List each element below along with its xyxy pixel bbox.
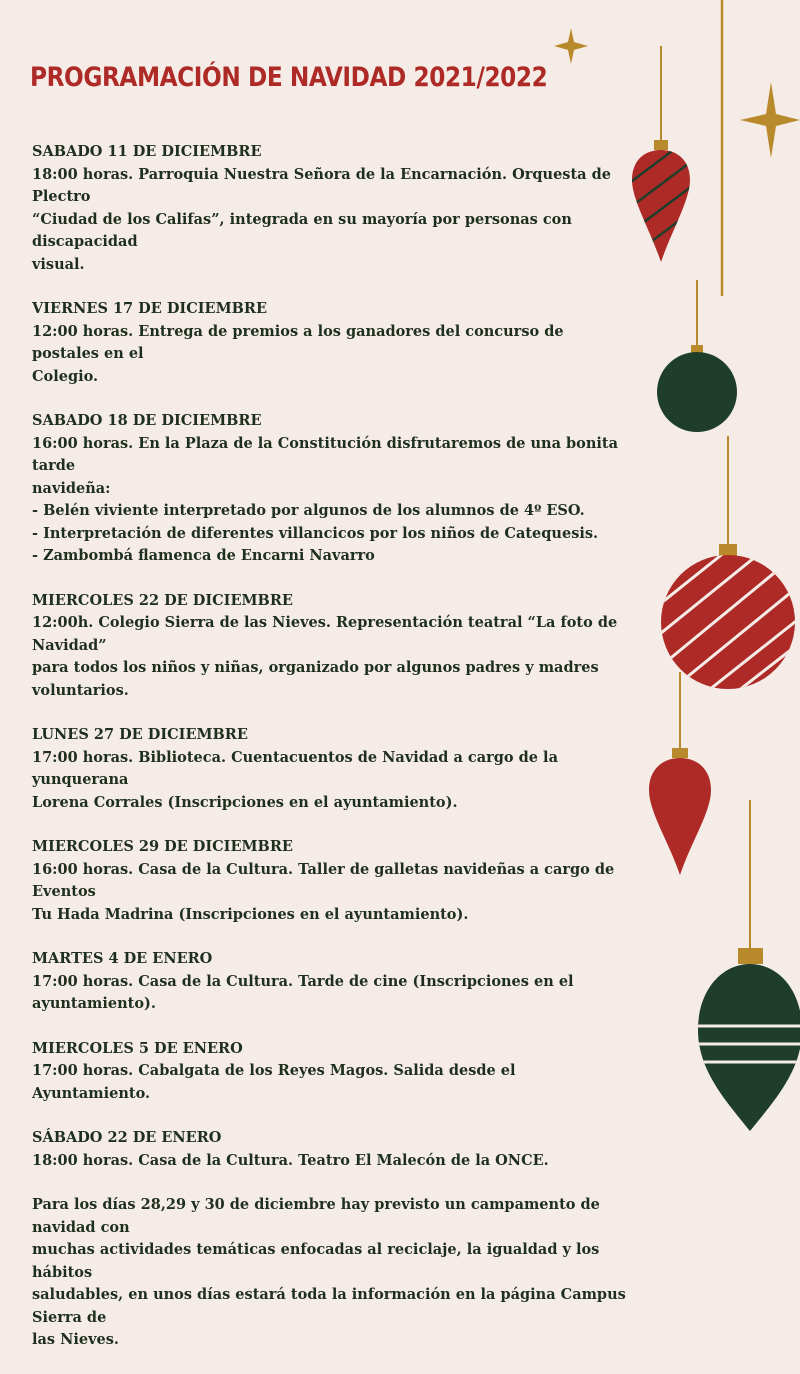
- event-item: [32, 410, 632, 568]
- event-date: SABADO 18 DE DICIEMBRE: [32, 412, 262, 429]
- event-description: para todos los niños y niñas, organizado por algunos padres y madres voluntarios.: [32, 659, 599, 699]
- event-date: MARTES 4 DE ENERO: [32, 950, 213, 967]
- event-date: SABADO 11 DE DICIEMBRE: [32, 143, 262, 160]
- campus-note: [32, 1194, 632, 1352]
- event-description: - Zambombá flamenca de Encarni Navarro: [32, 547, 375, 564]
- event-description: 16:00 horas. Casa de la Cultura. Taller de galletas navideñas a cargo de Eventos: [32, 860, 615, 900]
- event-description: 18:00 horas. Casa de la Cultura. Teatro El Malecón de la ONCE.: [32, 1151, 549, 1169]
- event-item: [32, 948, 632, 1016]
- event-list: [32, 141, 632, 1374]
- event-description: Colegio.: [32, 367, 99, 385]
- event-item: [32, 836, 632, 926]
- event-date: MIERCOLES 22 DE DICIEMBRE: [32, 591, 293, 609]
- event-description: navideña:: [32, 479, 111, 497]
- event-description: - Belén viviente interpretado por algunos de los alumnos de 4º ESO.: [32, 502, 585, 519]
- star-icon-large: [740, 82, 800, 158]
- event-description: 12:00 horas. Entrega de premios a los ganadores del concurso de postales en el: [32, 322, 564, 362]
- red-teardrop-ornament-icon: [620, 46, 700, 265]
- page-title: PROGRAMACIÓN DE NAVIDAD 2021/2022: [30, 62, 548, 93]
- event-description: 17:00 horas. Cabalgata de los Reyes Magos. Salida desde el Ayuntamiento.: [32, 1062, 516, 1102]
- event-date: SÁBADO 22 DE ENERO: [32, 1129, 222, 1146]
- event-date: LUNES 27 DE DICIEMBRE: [32, 726, 248, 743]
- event-description: Tu Hada Madrina (Inscripciones en el ayuntamiento).: [32, 905, 469, 923]
- note-line: muchas actividades temáticas enfocadas al reciclaje, la igualdad y los hábitos: [32, 1241, 600, 1281]
- star-icon-small: [554, 28, 588, 64]
- event-description: 18:00 horas. Parroquia Nuestra Señora de la Encarnación. Orquesta de Plectro: [32, 165, 611, 205]
- event-item: [32, 724, 632, 814]
- green-striped-ornament-icon: [690, 800, 800, 1131]
- note-line: las Nieves.: [32, 1331, 119, 1348]
- event-date: VIERNES 17 DE DICIEMBRE: [32, 300, 268, 317]
- event-description: visual.: [32, 255, 85, 273]
- note-line: Para los días 28,29 y 30 de diciembre hay previsto un campamento de navidad con: [32, 1196, 600, 1236]
- event-date: MIERCOLES 29 DE DICIEMBRE: [32, 838, 293, 855]
- green-ball-ornament-icon: [657, 280, 737, 432]
- event-description: 17:00 horas. Casa de la Cultura. Tarde de cine (Inscripciones en el ayuntamiento).: [32, 972, 574, 1012]
- note-line: saludables, en unos días estará toda la información en la página Campus Sierra de: [32, 1286, 626, 1326]
- event-description: 17:00 horas. Biblioteca. Cuentacuentos de Navidad a cargo de la yunquerana: [32, 748, 558, 788]
- red-striped-ball-ornament-icon: [640, 436, 800, 705]
- event-item: [32, 298, 632, 388]
- event-description: 16:00 horas. En la Plaza de la Constitución disfrutaremos de una bonita tarde: [32, 434, 618, 474]
- event-item: [32, 1038, 632, 1106]
- event-description: 12:00h. Colegio Sierra de las Nieves. Representación teatral “La foto de Navidad”: [32, 614, 618, 654]
- event-item: [32, 1127, 632, 1172]
- event-item: [32, 141, 632, 276]
- red-drop-ornament-icon: [649, 672, 711, 875]
- event-description: - Interpretación de diferentes villancicos por los niños de Catequesis.: [32, 524, 599, 542]
- event-item: [32, 590, 632, 703]
- event-description: Lorena Corrales (Inscripciones en el ayuntamiento).: [32, 793, 458, 811]
- event-date: MIERCOLES 5 DE ENERO: [32, 1039, 243, 1057]
- event-description: “Ciudad de los Califas”, integrada en su mayoría por personas con discapacidad: [32, 210, 572, 250]
